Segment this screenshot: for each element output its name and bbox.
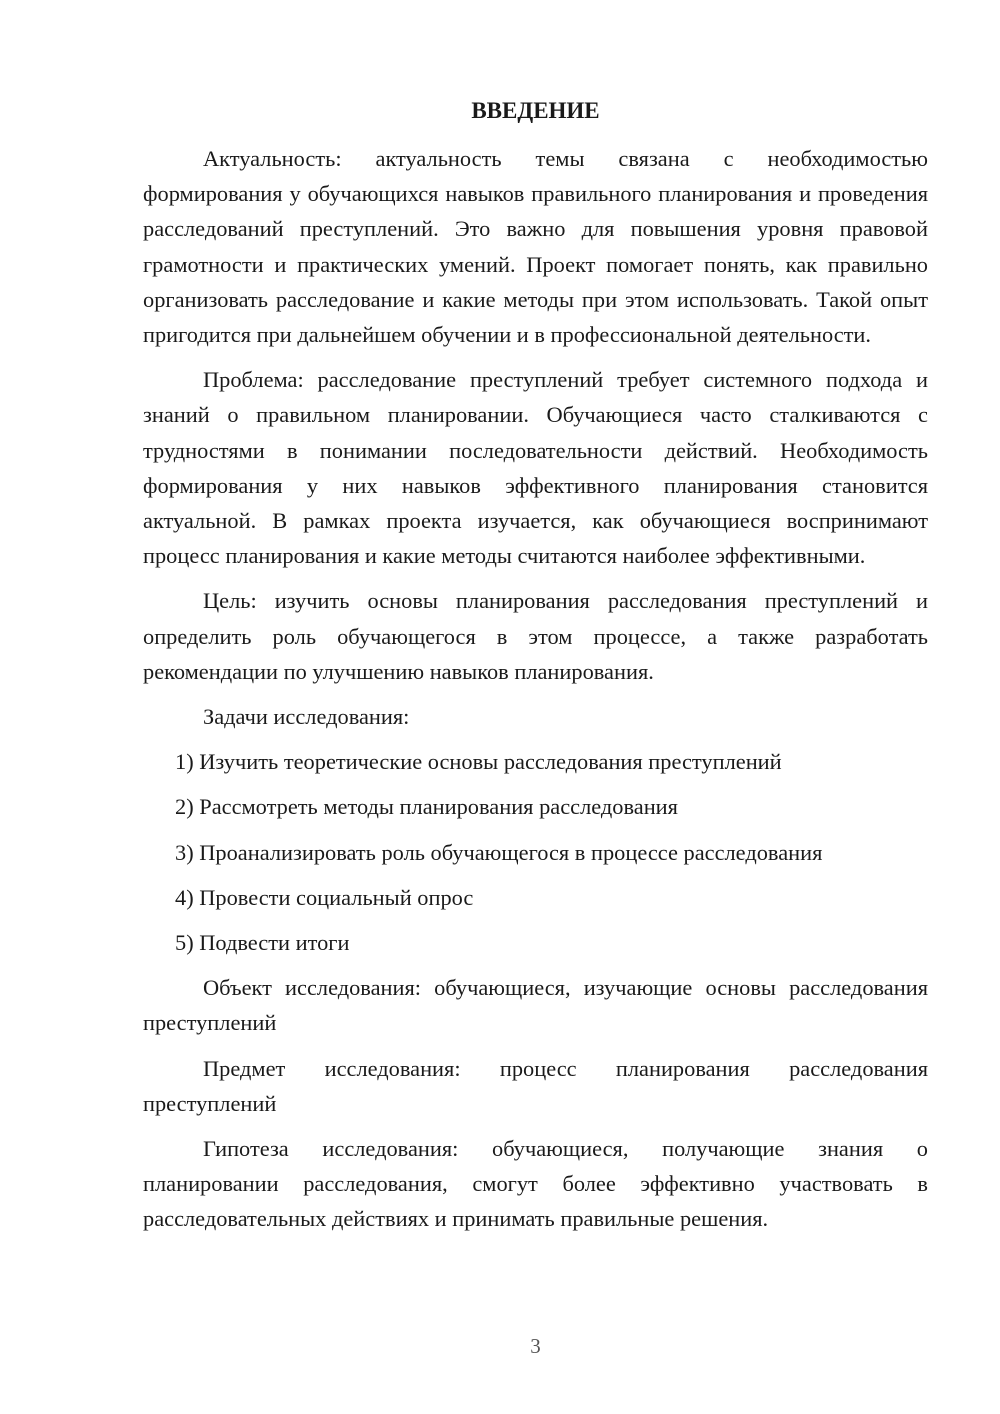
- relevance-paragraph: Актуальность: актуальность темы связана с необходимостью формирования у обучающихся навыков правильного планирования и проведения расследований преступлений. Это важно для повышения уровня правовой грамотности и практических умений. Проект помогает понять, как правильно организовать расследование и какие методы при этом использовать. Такой опыт пригодится при дальнейшем обучении и в профессиональной деятельности.: [143, 146, 928, 348]
- page-title: ВВЕДЕНИЕ: [471, 98, 600, 123]
- tasks-heading: Задачи исследования:: [203, 704, 410, 730]
- problem-paragraph: Проблема: расследование преступлений требует системного подхода и знаний о правильном планировании. Обучающиеся часто сталкиваются с трудностями в понимании последовательности действий. Необходимость формирования у них навыков эффективного планирования становится актуальной. В рамках проекта изучается, как обучающиеся воспринимают процесс планирования и какие методы считаются наиболее эффективными.: [143, 367, 928, 569]
- object-paragraph: Объект исследования: обучающиеся, изучающие основы расследования преступлений: [143, 975, 928, 1036]
- hypothesis-paragraph: Гипотеза исследования: обучающиеся, получающие знания о планировании расследования, смогут более эффективно участвовать в расследовательных действиях и принимать правильные решения.: [143, 1136, 928, 1232]
- task-item-5: 5) Подвести итоги: [175, 930, 350, 956]
- subject-paragraph: Предмет исследования: процесс планирования расследования преступлений: [143, 1055, 928, 1116]
- goal-paragraph: Цель: изучить основы планирования расследования преступлений и определить роль обучающегося в этом процессе, а также разработать рекомендации по улучшению навыков планирования.: [143, 588, 928, 684]
- task-item-3: 3) Проанализировать роль обучающегося в процессе расследования: [175, 839, 823, 865]
- task-item-2: 2) Рассмотреть методы планирования расследования: [175, 794, 678, 820]
- task-item-4: 4) Провести социальный опрос: [175, 884, 474, 910]
- document-page: [143, 0, 928, 1414]
- document-body: [143, 141, 928, 1247]
- task-item-1: 1) Изучить теоретические основы расследования преступлений: [175, 749, 782, 775]
- page-number: 3: [530, 1334, 541, 1358]
